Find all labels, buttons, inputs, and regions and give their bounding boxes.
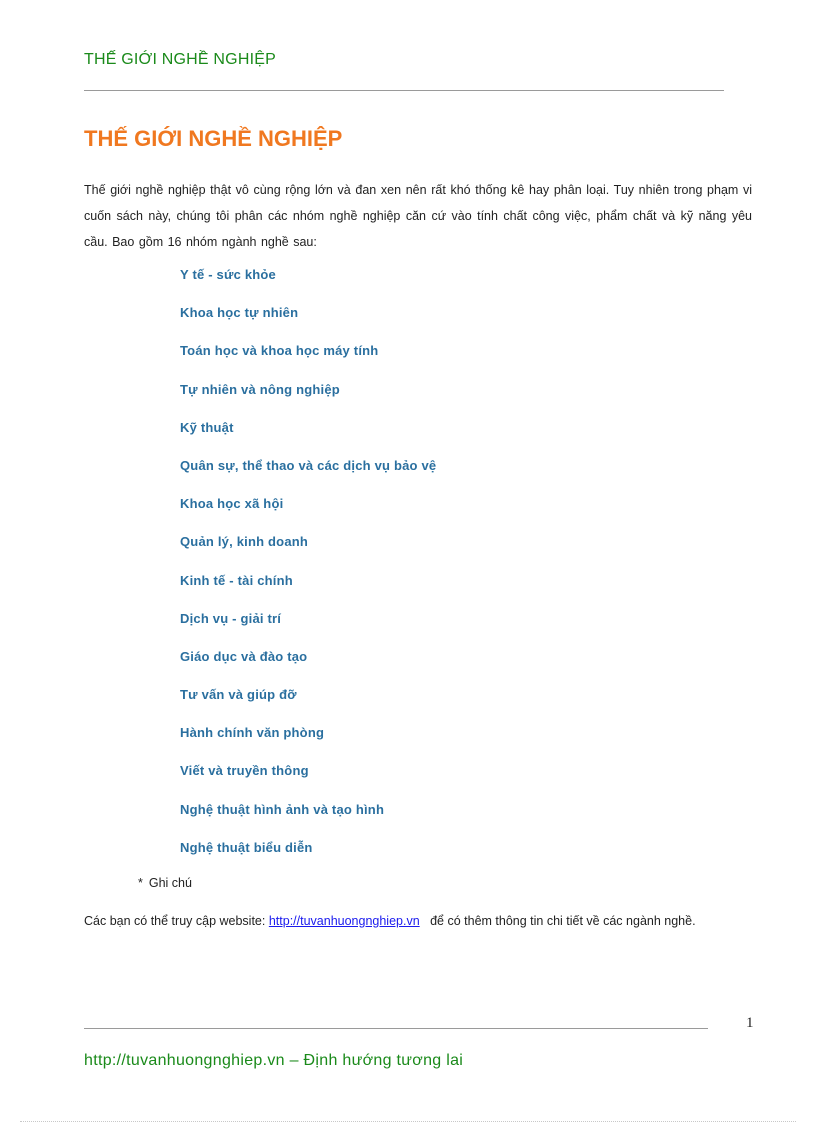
list-item: Tự nhiên và nông nghiệp — [180, 381, 340, 397]
footer-divider — [84, 1028, 708, 1029]
website-link[interactable]: http://tuvanhuongnghiep.vn — [268, 914, 420, 928]
page-number: 1 — [746, 1015, 754, 1031]
list-item: Kỹ thuật — [180, 419, 234, 435]
page-edge-divider — [20, 1121, 796, 1122]
note-text: Ghi chú — [148, 876, 192, 890]
list-item: Quân sự, thể thao và các dịch vụ bảo vệ — [180, 457, 437, 473]
note — [138, 876, 192, 890]
list-item: Nghệ thuật biểu diễn — [180, 839, 313, 855]
header-divider — [84, 90, 724, 91]
intro-paragraph: Thế giới nghề nghiệp thật vô cùng rộng lớn và đan xen nên rất khó thống kê hay phân loại. Tuy nhiên trong phạm vi cuốn sách này, chúng tôi phân các nhóm nghề nghiệp căn cứ vào tính chất công việc, phẩm chất và kỹ năng yêu cầu. Bao gồm 16 nhóm ngành nghề sau: — [84, 183, 752, 249]
list-item: Giáo dục và đào tạo — [180, 648, 308, 664]
list-item: Quản lý, kinh doanh — [180, 534, 309, 550]
list-item: Kinh tế - tài chính — [180, 572, 293, 588]
list-item: Khoa học tự nhiên — [180, 305, 299, 321]
list-item: Nghệ thuật hình ảnh và tạo hình — [180, 801, 385, 817]
list-item: Viết và truyền thông — [180, 763, 309, 779]
list-item: Hành chính văn phòng — [180, 725, 325, 741]
website-prefix: Các bạn có thể truy cập website: — [84, 914, 266, 928]
website-suffix: để có thêm thông tin chi tiết về các ngành nghề. — [430, 914, 696, 928]
website-line — [84, 914, 696, 928]
list-item: Dịch vụ - giải trí — [180, 610, 282, 626]
list-item: Khoa học xã hội — [180, 496, 284, 512]
career-group-list — [180, 265, 436, 876]
list-item: Y tế - sức khỏe — [180, 267, 276, 282]
footer-tagline: http://tuvanhuongnghiep.vn – Định hướng tương lai — [84, 1052, 464, 1069]
running-header: THẾ GIỚI NGHỀ NGHIỆP — [84, 51, 276, 68]
list-item: Tư vấn và giúp đỡ — [180, 687, 297, 703]
document-title: THẾ GIỚI NGHỀ NGHIỆP — [84, 126, 343, 151]
list-item: Toán học và khoa học máy tính — [180, 343, 379, 359]
note-bullet: * — [138, 876, 143, 890]
